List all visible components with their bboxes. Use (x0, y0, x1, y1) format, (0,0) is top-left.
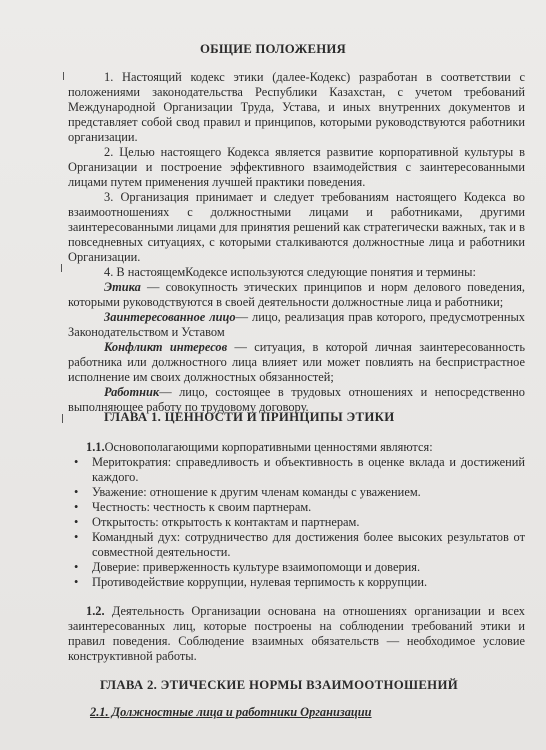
clause-text: Деятельность Организации основана на отношениях организации и всех заинтересованных лиц, которые построены на соблюдении требований этики и правил поведения. Соблюдение взаимных обязательств — необходимое условие конструктивной работы. (68, 604, 525, 663)
term-definition: — совокупность этических принципов и норм делового поведения, которыми руководствуются в своей деятельности должностные лица и работники; (68, 280, 525, 309)
term-name: Этика (104, 280, 141, 294)
chapter-1-title: ГЛАВА 1. ЦЕННОСТИ И ПРИНЦИПЫ ЭТИКИ (104, 410, 395, 424)
term-conflict-of-interest (68, 340, 525, 385)
margin-mark (63, 72, 64, 80)
value-text: Противодействие коррупции, нулевая терпимость к коррупции. (92, 575, 428, 589)
value-text: Доверие: приверженность культуре взаимопомощи и доверия. (92, 560, 421, 574)
value-text: Командный дух: сотрудничество для достижения более высоких результатов от совместной деятельности. (92, 530, 525, 559)
values-intro (68, 440, 525, 455)
term-definition: — лицо, состоящее в трудовых отношениях и непосредственно выполняющее работу по трудовому договору. (68, 385, 525, 414)
bullet-icon: • (74, 530, 79, 544)
paragraph-3: 3. Организация принимает и следует требованиям настоящего Кодекса во взаимоотношениях с должностными лицами и работниками, другими заинтересованными лицами для принятия решений как стратегически важных, так и в повседневных ситуациях, с которыми сталкиваются должностные лица и работники Организации. (68, 190, 525, 264)
term-interested-party (68, 310, 525, 340)
bullet-icon: • (74, 575, 79, 589)
value-text: Уважение: отношение к другим членам команды с уважением. (92, 485, 421, 499)
general-provisions (68, 70, 525, 415)
list-item (68, 455, 525, 485)
margin-mark (61, 264, 62, 272)
bullet-icon: • (74, 455, 79, 469)
values-list (68, 455, 525, 590)
value-text: Честность: честность к своим партнерам. (92, 500, 312, 514)
chapter-1-values (68, 440, 525, 590)
list-item (68, 500, 525, 515)
list-item (68, 575, 525, 590)
list-item (68, 515, 525, 530)
paragraph-1-2 (68, 604, 525, 664)
term-ethics (68, 280, 525, 310)
term-definition: — ситуация, в которой личная заинтересованность работника или должностного лица влияет или может повлиять на беспристрастное исполнение им своих должностных обязанностей; (68, 340, 525, 384)
bullet-icon: • (74, 560, 79, 574)
paragraph-2: 2. Целью настоящего Кодекса является развитие корпоративной культуры в Организации и построение эффективного взаимодействия с заинтересованными лицами путем применения лучшей практики поведения. (68, 145, 525, 189)
margin-mark (62, 414, 63, 423)
section-heading-general: ОБЩИЕ ПОЛОЖЕНИЯ (200, 42, 346, 56)
paragraph-4: 4. В настоящемКодексе используются следующие понятия и термины: (104, 265, 476, 279)
chapter-2-title: ГЛАВА 2. ЭТИЧЕСКИЕ НОРМЫ ВЗАИМООТНОШЕНИЙ (100, 678, 458, 692)
term-definition: — лицо, реализация прав которого, предусмотренных Законодательством и Уставом (68, 310, 525, 339)
clause-text: Основополагающими корпоративными ценностями являются: (104, 440, 433, 454)
bullet-icon: • (74, 500, 79, 514)
clause-1-2 (68, 604, 525, 664)
bullet-icon: • (74, 485, 79, 499)
paragraph-1: 1. Настоящий кодекс этики (далее-Кодекс) разработан в соответствии с положениями законодательства Республики Казахстан, с учетом требований Международной Организации Труда, Устава, и иных внутренних документов и представляет собой свод правил и принципов, которыми руководствуются работники организации. (68, 70, 525, 144)
value-text: Меритократия: справедливость и объективность в оценке вклада и достижений каждого. (92, 455, 525, 484)
term-name: Конфликт интересов (104, 340, 228, 354)
list-item (68, 485, 525, 500)
term-name: Работник (104, 385, 160, 399)
list-item (68, 560, 525, 575)
list-item (68, 530, 525, 560)
value-text: Открытость: открытость к контактам и партнерам. (92, 515, 360, 529)
clause-number: 1.1. (86, 440, 105, 454)
term-name: Заинтересованное лицо (104, 310, 236, 324)
bullet-icon: • (74, 515, 79, 529)
subsection-2-1: 2.1. Должностные лица и работники Организации (90, 705, 372, 719)
clause-number: 1.2. (86, 604, 105, 618)
